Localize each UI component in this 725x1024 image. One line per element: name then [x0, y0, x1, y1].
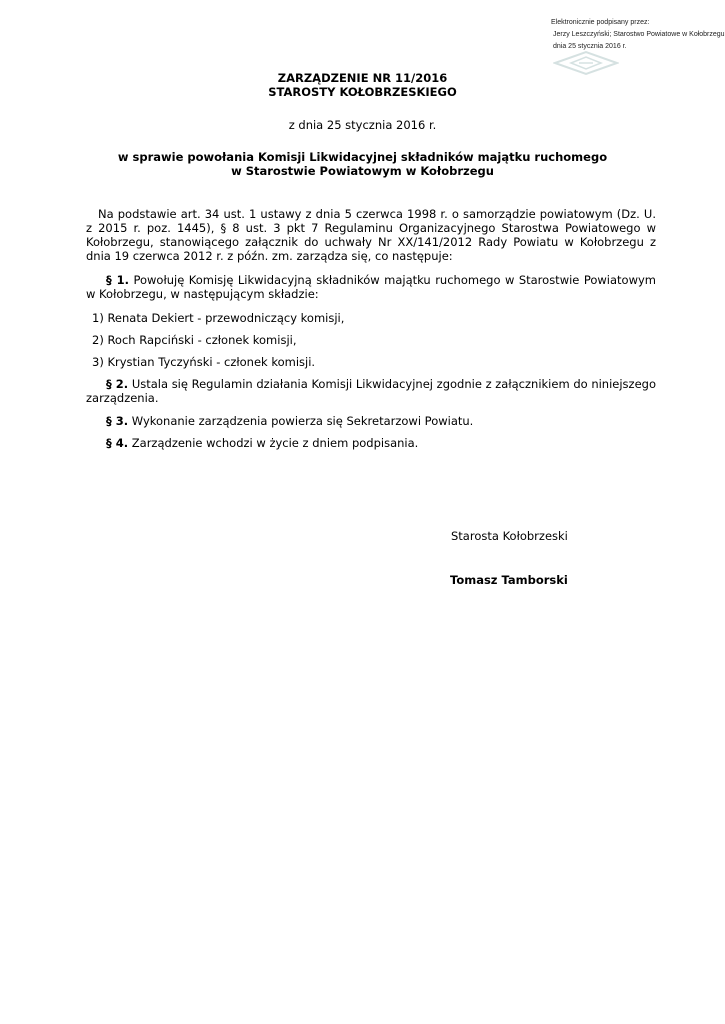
member-item: 1) Renata Dekiert - przewodniczący komisji,: [92, 311, 345, 325]
section-4-text: Zarządzenie wchodzi w życie z dniem podpisania.: [131, 436, 419, 450]
section-2-paragraph: [86, 377, 656, 405]
signatory-title: Starosta Kołobrzeski: [451, 529, 568, 543]
document-issuer: STAROSTY KOŁOBRZESKIEGO: [268, 85, 457, 99]
section-3-paragraph: [86, 414, 656, 428]
legal-basis-paragraph: Na podstawie art. 34 ust. 1 ustawy z dnia 5 czerwca 1998 r. o samorządzie powiatowym (Dz. U. z 2015 r. poz. 1445), § 8 ust. 3 pkt 7 Regulaminu Organizacyjnego Starostwa Powiatowego w Kołobrzegu, stanowiącego załącznik do uchwały Nr XX/141/2012 Rady Powiatu w Kołobrzegu z dnia 19 czerwca 2012 r. z późn. zm. zarządza się, co następuje:: [86, 207, 656, 263]
section-4-paragraph: [86, 436, 656, 450]
document-title: ZARZĄDZENIE NR 11/2016: [277, 71, 448, 85]
signature-stamp-line3: dnia 25 stycznia 2016 r.: [553, 43, 627, 50]
section-1-text: Powołuję Komisję Likwidacyjną składników majątku ruchomego w Starostwie Powiatowym w Kołobrzegu, w następującym składzie:: [86, 273, 657, 301]
member-item: 3) Krystian Tyczyński - członek komisji.: [92, 355, 316, 369]
document-subject-line1: w sprawie powołania Komisji Likwidacyjnej składników majątku ruchomego: [117, 150, 608, 164]
section-2-text: Ustala się Regulamin działania Komisji Likwidacyjnej zgodnie z załącznikiem do niniejszego zarządzenia.: [86, 377, 656, 405]
signature-stamp-line2: Jerzy Leszczyński; Starostwo Powiatowe w Kołobrzegu: [553, 31, 725, 38]
section-3-text: Wykonanie zarządzenia powierza się Sekretarzowi Powiatu.: [131, 414, 474, 428]
section-1-paragraph: [86, 273, 656, 301]
member-item: 2) Roch Rapciński - członek komisji,: [92, 333, 297, 347]
document-date: z dnia 25 stycznia 2016 r.: [288, 118, 437, 132]
section-4-label: § 4.: [106, 436, 129, 450]
section-3-label: § 3.: [106, 414, 129, 428]
section-1-label: § 1.: [106, 273, 129, 287]
document-subject-line2: w Starostwie Powiatowym w Kołobrzegu: [231, 164, 494, 178]
signature-stamp-line1: Elektronicznie podpisany przez:: [551, 19, 650, 26]
signature-stamp: [551, 17, 725, 53]
section-2-label: § 2.: [106, 377, 129, 391]
signatory-name: Tomasz Tamborski: [450, 573, 568, 587]
